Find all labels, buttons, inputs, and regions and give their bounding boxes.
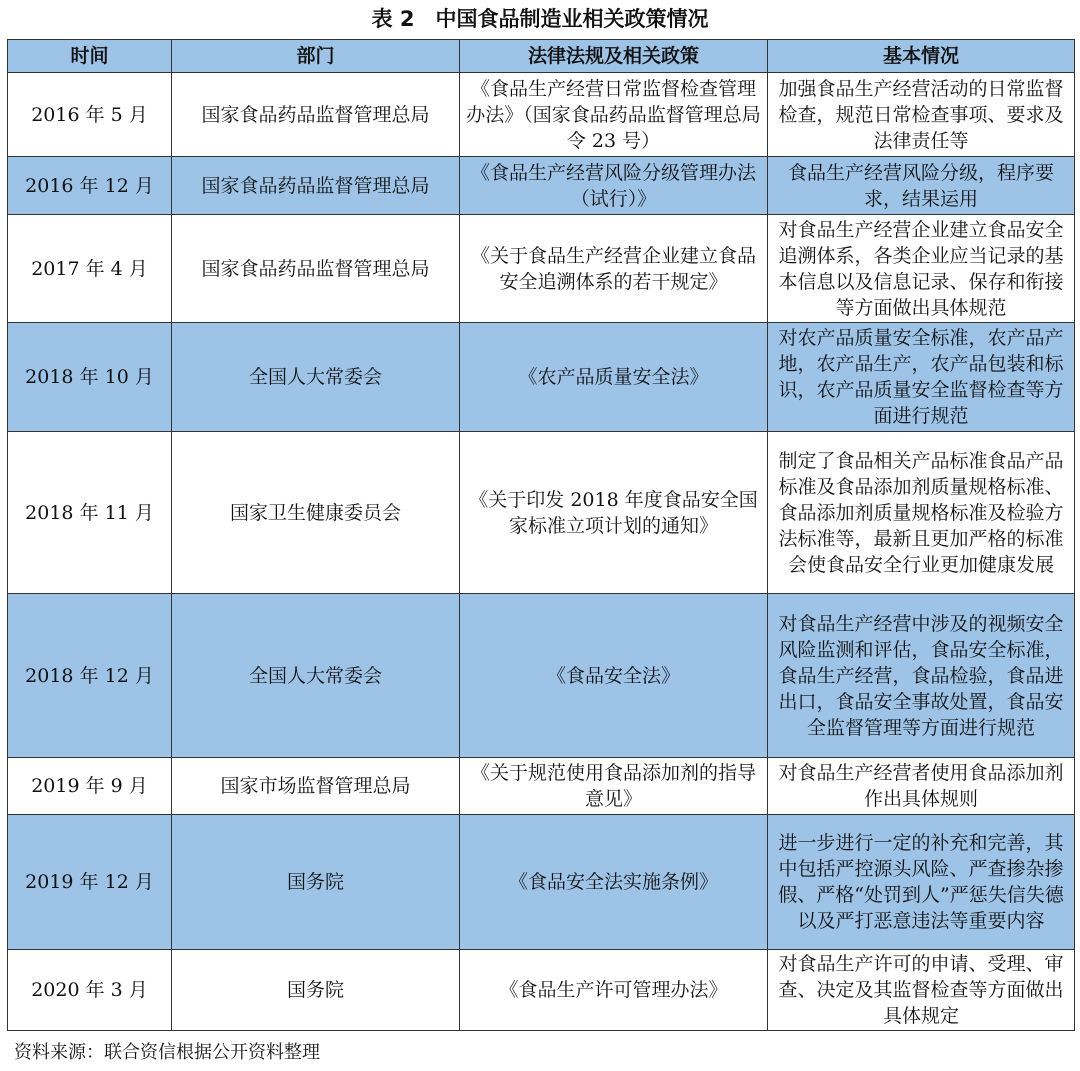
table-title: 表 2 中国食品制造业相关政策情况 [371, 7, 709, 31]
cell-department: 全国人大常委会 [172, 594, 460, 758]
cell-description: 对食品生产经营者使用食品添加剂作出具体规则 [768, 758, 1075, 815]
table-row [8, 758, 1075, 815]
cell-date: 2017 年 4 月 [8, 215, 172, 323]
table-row [8, 594, 1075, 758]
cell-date: 2018 年 10 月 [8, 323, 172, 432]
cell-date: 2016 年 12 月 [8, 157, 172, 215]
header-department: 部门 [172, 40, 460, 73]
cell-policy: 《食品安全法实施条例》 [460, 815, 768, 950]
cell-date: 2020 年 3 月 [8, 950, 172, 1031]
cell-department: 国家食品药品监督管理总局 [172, 215, 460, 323]
cell-policy: 《关于规范使用食品添加剂的指导意见》 [460, 758, 768, 815]
header-date: 时间 [8, 40, 172, 73]
cell-department: 国家食品药品监督管理总局 [172, 73, 460, 157]
header-policy: 法律法规及相关政策 [460, 40, 768, 73]
cell-department: 国务院 [172, 815, 460, 950]
source-note: 资料来源：联合资信根据公开资料整理 [14, 1042, 320, 1063]
cell-description: 对食品生产经营中涉及的视频安全风险监测和评估，食品安全标准，食品生产经营，食品检验，食品进出口，食品安全事故处置，食品安全监督管理等方面进行规范 [768, 594, 1075, 758]
cell-department: 国家卫生健康委员会 [172, 432, 460, 594]
cell-policy: 《农产品质量安全法》 [460, 323, 768, 432]
cell-date: 2016 年 5 月 [8, 73, 172, 157]
cell-description: 对食品生产经营企业建立食品安全追溯体系，各类企业应当记录的基本信息以及信息记录、保存和衔接等方面做出具体规范 [768, 215, 1075, 323]
cell-date: 2018 年 11 月 [8, 432, 172, 594]
table-row [8, 157, 1075, 215]
table-row [8, 73, 1075, 157]
cell-date: 2018 年 12 月 [8, 594, 172, 758]
cell-description: 食品生产经营风险分级，程序要求，结果运用 [768, 157, 1075, 215]
cell-department: 国家市场监督管理总局 [172, 758, 460, 815]
table-header-row [8, 40, 1075, 73]
cell-policy: 《关于印发 2018 年度食品安全国家标准立项计划的通知》 [460, 432, 768, 594]
cell-description: 进一步进行一定的补充和完善，其中包括严控源头风险、严查掺杂掺假、严格“处罚到人”严惩失信失德以及严打恶意违法等重要内容 [768, 815, 1075, 950]
cell-policy: 《食品安全法》 [460, 594, 768, 758]
policy-table [7, 39, 1075, 1031]
cell-department: 全国人大常委会 [172, 323, 460, 432]
cell-policy: 《食品生产经营风险分级管理办法（试行）》 [460, 157, 768, 215]
header-description: 基本情况 [768, 40, 1075, 73]
table-row [8, 950, 1075, 1031]
cell-description: 对农产品质量安全标准，农产品产地，农产品生产，农产品包装和标识，农产品质量安全监督检查等方面进行规范 [768, 323, 1075, 432]
cell-department: 国家食品药品监督管理总局 [172, 157, 460, 215]
cell-description: 对食品生产许可的申请、受理、审查、决定及其监督检查等方面做出具体规定 [768, 950, 1075, 1031]
cell-policy: 《食品生产经营日常监督检查管理办法》（国家食品药品监督管理总局令 23 号） [460, 73, 768, 157]
cell-date: 2019 年 12 月 [8, 815, 172, 950]
cell-description: 制定了食品相关产品标准食品产品标准及食品添加剂质量规格标准、食品添加剂质量规格标准及检验方法标准等，最新且更加严格的标准会使食品安全行业更加健康发展 [768, 432, 1075, 594]
cell-description: 加强食品生产经营活动的日常监督检查，规范日常检查事项、要求及法律责任等 [768, 73, 1075, 157]
table-row [8, 432, 1075, 594]
cell-policy: 《关于食品生产经营企业建立食品安全追溯体系的若干规定》 [460, 215, 768, 323]
table-row [8, 815, 1075, 950]
cell-date: 2019 年 9 月 [8, 758, 172, 815]
table-row [8, 323, 1075, 432]
cell-policy: 《食品生产许可管理办法》 [460, 950, 768, 1031]
cell-department: 国务院 [172, 950, 460, 1031]
table-row [8, 215, 1075, 323]
